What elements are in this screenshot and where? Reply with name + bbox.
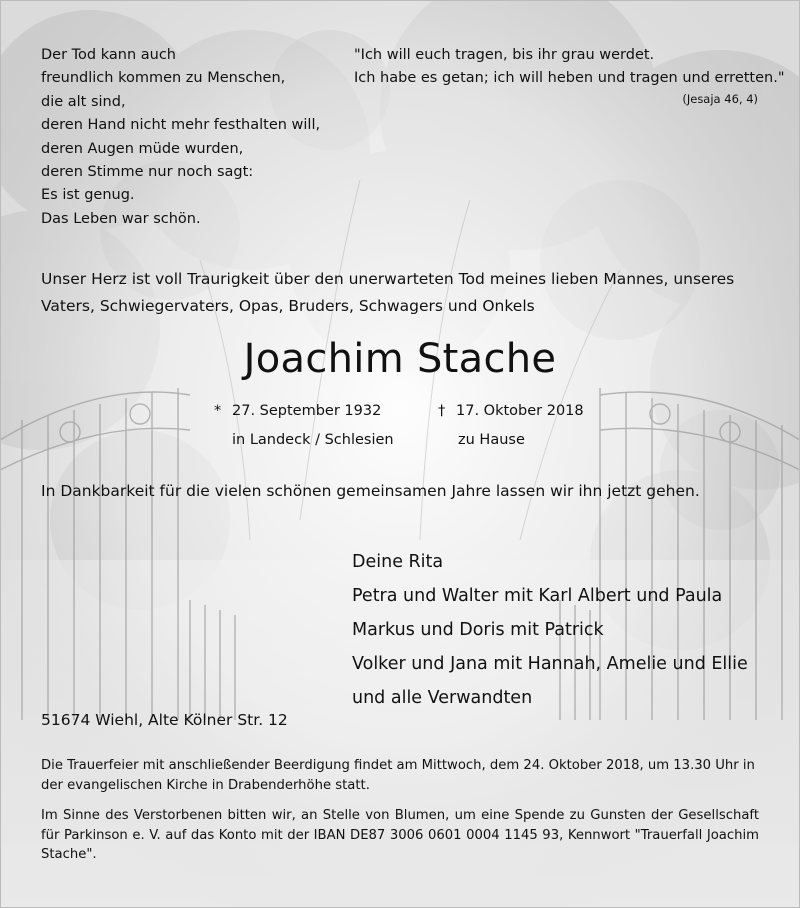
death-date: 17. Oktober 2018 <box>456 403 584 419</box>
death-cross-icon: † <box>438 403 446 419</box>
thanks-text: In Dankbarkeit für die vielen schönen gemeinsamen Jahre lassen wir ihn jetzt gehen. <box>41 482 700 500</box>
poem-line: Das Leben war schön. <box>41 210 201 227</box>
intro-line: Unser Herz ist voll Traurigkeit über den unerwarteten Tod meines lieben Mannes, unseres <box>41 270 735 288</box>
address: 51674 Wiehl, Alte Kölner Str. 12 <box>41 711 288 729</box>
funeral-note: Die Trauerfeier mit anschließender Beerdigung findet am Mittwoch, dem 24. Oktober 2018, um 13.30 Uhr in der evangelischen Kirche in Drabenderhöhe statt. <box>41 758 755 793</box>
poem <box>41 44 320 231</box>
donation-note: Im Sinne des Verstorbenen bitten wir, an Stelle von Blumen, um eine Spende zu Gunsten der Gesellschaft für Parkinson e. V. auf das Konto mit der IBAN DE87 3006 0601 0004 1145 93, Kennwort "Trauerfall Joachim Stache". <box>41 808 759 862</box>
mourner: Markus und Doris mit Patrick <box>352 620 604 640</box>
poem-line: deren Hand nicht mehr festhalten will, <box>41 117 321 134</box>
quote-line: Ich habe es getan; ich will heben und tragen und erretten." <box>354 70 785 87</box>
birth-info <box>214 397 394 455</box>
poem-line: Der Tod kann auch <box>41 47 176 63</box>
death-place: zu Hause <box>458 432 525 448</box>
poem-line: deren Stimme nur noch sagt: <box>41 164 254 181</box>
bible-quote <box>354 44 785 91</box>
mourner: und alle Verwandten <box>352 688 533 708</box>
birth-date: 27. September 1932 <box>232 403 382 419</box>
mourner: Deine Rita <box>352 552 444 572</box>
birth-star-icon: * <box>214 403 222 419</box>
poem-line: freundlich kommen zu Menschen, <box>41 70 286 87</box>
poem-line: Es ist genug. <box>41 187 135 204</box>
poem-line: deren Augen müde wurden, <box>41 140 244 157</box>
mourner: Volker und Jana mit Hannah, Amelie und Ellie <box>352 654 748 674</box>
quote-line: "Ich will euch tragen, bis ihr grau werdet. <box>354 47 655 63</box>
intro-line: Vaters, Schwiegervaters, Opas, Bruders, Schwagers und Onkels <box>41 297 535 315</box>
quote-source: (Jesaja 46, 4) <box>682 92 758 106</box>
birth-place: in Landeck / Schlesien <box>232 432 394 448</box>
death-info <box>438 397 584 455</box>
mourner: Petra und Walter mit Karl Albert und Paula <box>352 586 723 606</box>
intro-text <box>41 266 734 320</box>
mourners-list <box>352 545 748 715</box>
deceased-name: Joachim Stache <box>243 336 557 382</box>
poem-line: die alt sind, <box>41 93 126 110</box>
